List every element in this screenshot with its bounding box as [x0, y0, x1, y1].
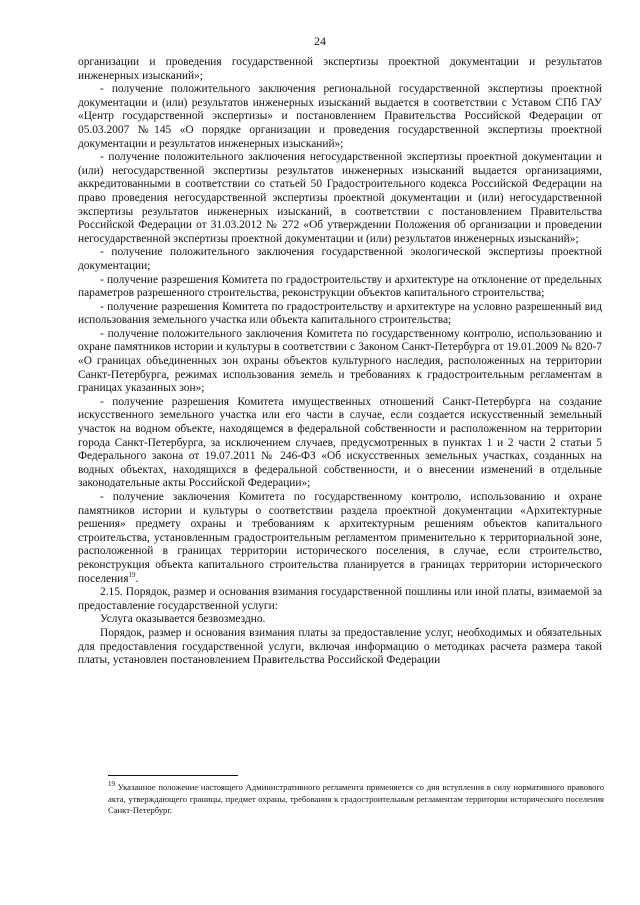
section-heading: 2.15. Порядок, размер и основания взимания государственной пошлины или иной платы, взимаемой за предоставление государственной услуги: [78, 586, 602, 612]
footnote-marker: 19 [108, 780, 115, 789]
paragraph: Услуга оказывается безвозмездно. [100, 613, 266, 626]
paragraph: - получение положительного заключения Комитета по государственному контролю, использованию и охране памятников истории и культуры в соответствии с Законом Санкт-Петербурга от 19.01.2009 № 820-7 «О границах объединенных зон охраны объектов культурного наследия, расположенных на территории Санкт-Петербурга, режимах использования земель и требованиях к градостроительным регламентам в границах указанных зон»; [78, 327, 602, 395]
page-number: 24 [314, 34, 326, 48]
paragraph: - получение разрешения Комитета по градостроительству и архитектуре на отклонение от предельных параметров разрешенного строительства, реконструкции объектов капитального строительства; [78, 273, 602, 300]
paragraph: - получение разрешения Комитета имущественных отношений Санкт-Петербурга на создание искусственного земельного участка или его части в случае, если создается искусственный земельный участок на водном объекте, находящемся в федеральной собственности и расположенном на территории города Санкт-Петербурга, за исключением случаев, предусмотренных в пунктах 1 и 2 части 2 статьи 5 Федерального закона от 19.07.2011 № 246-ФЗ «Об искусственных земельных участках, созданных на водных объектах, находящихся в федеральной собственности, и о внесении изменений в отдельные законодательные акты Российской Федерации»; [78, 395, 602, 490]
footnote [108, 782, 604, 817]
paragraph: Порядок, размер и основания взимания платы за предоставление услуг, необходимых и обязательных для предоставления государственной услуги, включая информацию о методиках расчета размера такой платы, установлен постановлением Правительства Российской Федерации [78, 626, 602, 667]
paragraph-with-footnote [78, 491, 602, 586]
paragraph: - получение положительного заключения негосударственной экспертизы проектной документации и (или) негосударственной экспертизы результатов инженерных изысканий выдается организациями, аккредитованными в соответствии со статьей 50 Градостроительного кодекса Российской Федерации на право проведения негосударственной экспертизы проектной документации и (или) негосударственной экспертизы результатов инженерных изысканий, в соответствии с постановлением Правительства Российской Федерации от 31.03.2012 № 272 «Об утверждении Положения об организации и проведении негосударственной экспертизы проектной документации и (или) результатов инженерных изысканий»; [78, 151, 602, 245]
paragraph: - получение положительного заключения государственной экологической экспертизы проектной документации; [78, 246, 602, 272]
footnote-reference[interactable]: 19 [128, 570, 136, 579]
footnote-divider [108, 775, 238, 776]
paragraph: - получение разрешения Комитета по градостроительству и архитектуре на условно разрешенный вид использования земельного участка или объекта капитального строительства; [78, 300, 602, 327]
document-body [78, 56, 602, 668]
footnote-text: Указанное положение настоящего Административного регламента применяется со дня вступления в силу нормативного правового акта, утверждающего границы, предмет охраны, требования к градостроительным регламентам территории исторического поселения Санкт-Петербург. [108, 782, 604, 816]
paragraph-text: - получение заключения Комитета по государственному контролю, использованию и охране памятников истории и культуры о соответствии раздела проектной документации «Архитектурные решения» предмету охраны и требованиям к архитектурным решениям объектов капитального строительства, установленным градостроительным регламентом применительно к территориальной зоне, расположенной в границах территории исторического поселения, в случае, если строительство, реконструкция объекта капитального строительства планируется в границах территории исторического поселения [78, 491, 602, 585]
paragraph-end: . [135, 572, 139, 585]
paragraph: организации и проведения государственной экспертизы проектной документации и результатов инженерных изысканий»; [78, 56, 602, 82]
paragraph: - получение положительного заключения региональной государственной экспертизы проектной документации и (или) результатов инженерных изысканий выдается в соответствии с Уставом СПб ГАУ «Центр государственной экспертизы» и постановлением Правительства Российской Федерации от 05.03.2007 №145 «О порядке организации и проведения государственной экспертизы проектной документации и результатов инженерных изысканий»; [78, 83, 602, 150]
